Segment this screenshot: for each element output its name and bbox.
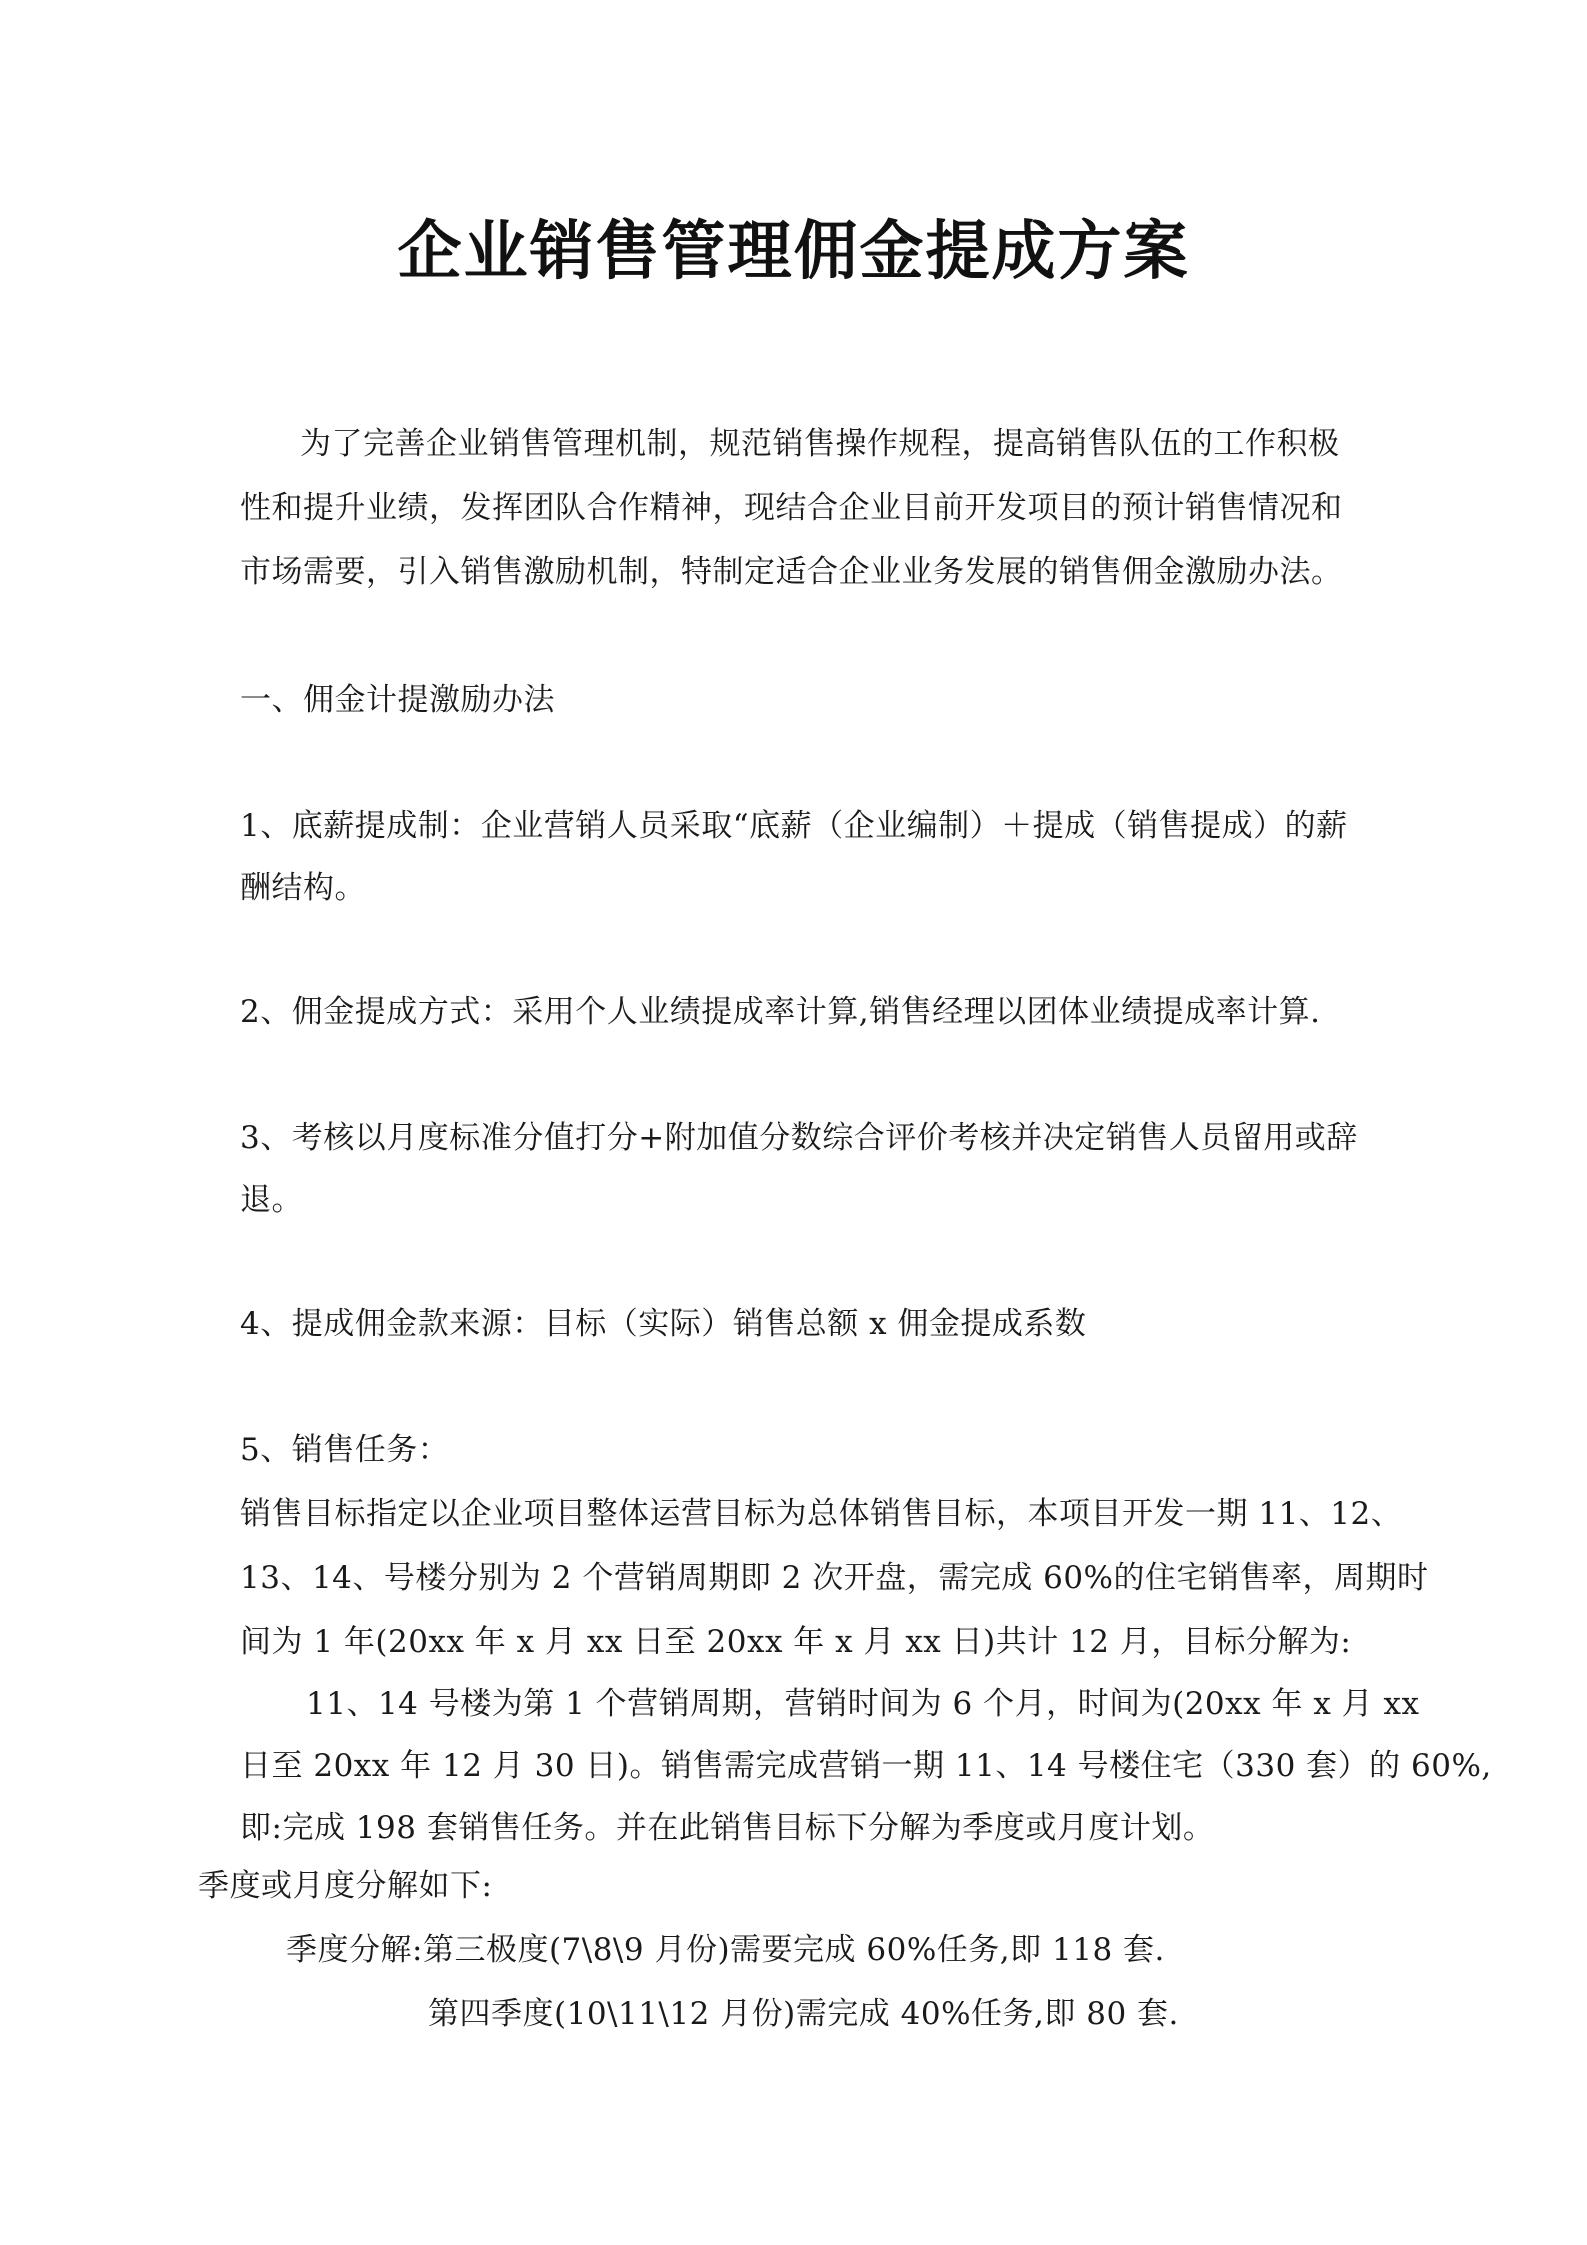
intro-line-1: 为了完善企业销售管理机制，规范销售操作规程，提高销售队伍的工作积极 <box>300 426 1340 462</box>
item-5-line-4: 11、14 号楼为第 1 个营销周期，营销时间为 6 个月，时间为(20xx 年 x 月 xx <box>306 1686 1420 1722</box>
item-3-line-2: 退。 <box>240 1182 303 1218</box>
item-5-line-3: 间为 1 年(20xx 年 x 月 xx 日至 20xx 年 x 月 xx 日)共计 12 月，目标分解为: <box>240 1624 1352 1660</box>
item-1-line-1: 1、底薪提成制：企业营销人员采取“底薪（企业编制）＋提成（销售提成）的薪 <box>240 808 1348 844</box>
breakdown-heading: 季度或月度分解如下: <box>198 1868 493 1904</box>
quarter-4-breakdown: 第四季度(10\11\12 月份)需完成 40%任务,即 80 套. <box>428 1996 1179 2032</box>
item-5-line-2: 13、14、号楼分别为 2 个营销周期即 2 次开盘，需完成 60%的住宅销售率，周期时 <box>240 1560 1429 1596</box>
item-5-heading: 5、销售任务： <box>240 1432 450 1468</box>
item-3-line-1: 3、考核以月度标准分值打分+附加值分数综合评价考核并决定销售人员留用或辞 <box>240 1120 1358 1156</box>
quarter-3-breakdown: 季度分解:第三极度(7\8\9 月份)需要完成 60%任务,即 118 套. <box>286 1932 1165 1968</box>
document-title: 企业销售管理佣金提成方案 <box>397 214 1190 289</box>
item-5-line-6: 即:完成 198 套销售任务。并在此销售目标下分解为季度或月度计划。 <box>240 1810 1215 1846</box>
section-heading-commission-method: 一、佣金计提激励办法 <box>240 682 555 718</box>
item-5-line-5: 日至 20xx 年 12 月 30 日)。销售需完成营销一期 11、14 号楼住宅（330 套）的 60%, <box>240 1748 1492 1784</box>
item-5-line-1: 销售目标指定以企业项目整体运营目标为总体销售目标，本项目开发一期 11、12、 <box>240 1496 1403 1532</box>
item-2: 2、佣金提成方式：采用个人业绩提成率计算,销售经理以团体业绩提成率计算. <box>240 994 1321 1030</box>
item-4: 4、提成佣金款来源：目标（实际）销售总额 x 佣金提成系数 <box>240 1306 1087 1342</box>
intro-line-2: 性和提升业绩，发挥团队合作精神，现结合企业目前开发项目的预计销售情况和 <box>240 490 1343 526</box>
item-1-line-2: 酬结构。 <box>240 870 366 906</box>
intro-line-3: 市场需要，引入销售激励机制，特制定适合企业业务发展的销售佣金激励办法。 <box>240 554 1343 590</box>
